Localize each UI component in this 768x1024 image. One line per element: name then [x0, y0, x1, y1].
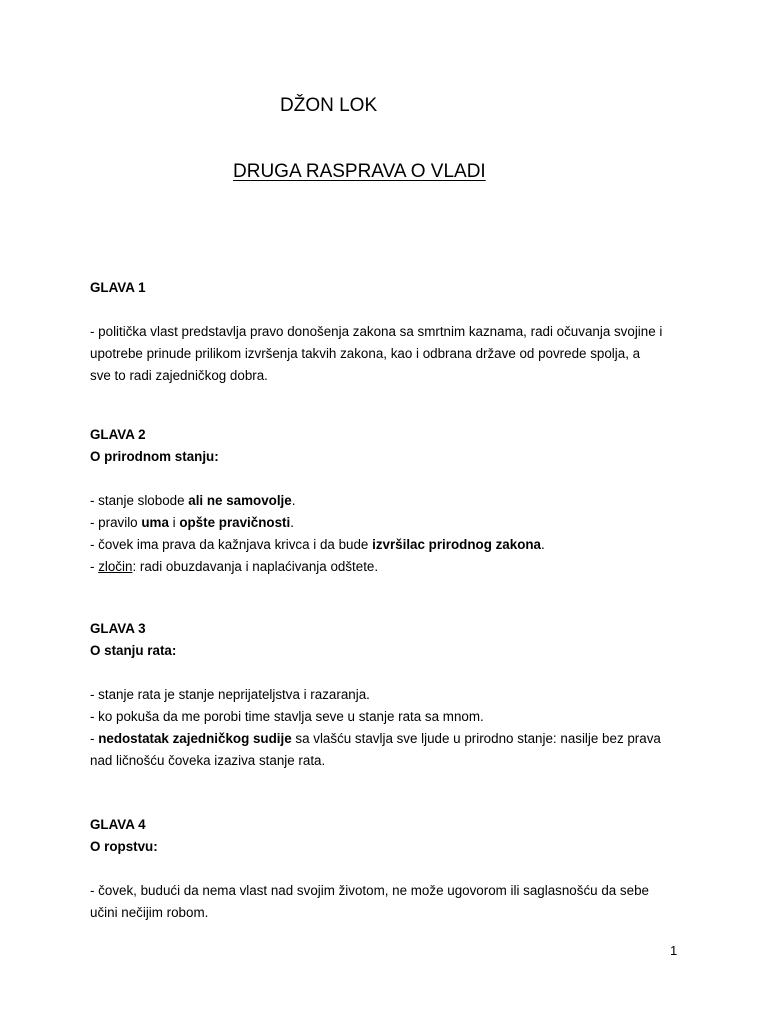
- list-item: - zločin: radi obuzdavanja i naplaćivanja odštete.: [90, 559, 379, 574]
- paragraph-line: učini nečijim robom.: [90, 905, 209, 920]
- list-item: - stanje rata je stanje neprijateljstva i razaranja.: [90, 687, 370, 702]
- section-heading: GLAVA 4: [90, 817, 146, 832]
- list-item: - nedostatak zajedničkog sudije sa vlašću stavlja sve ljude u prirodno stanje: nasilje bez prava: [90, 731, 661, 746]
- section-subheading: O prirodnom stanju:: [90, 449, 219, 464]
- document-author: DŽON LOK: [280, 95, 378, 116]
- section-glava-1: [90, 277, 690, 387]
- list-item: - pravilo uma i opšte pravičnosti.: [90, 515, 294, 530]
- section-subheading: O ropstvu:: [90, 839, 158, 854]
- paragraph-line: - politička vlast predstavlja pravo donošenja zakona sa smrtnim kaznama, radi očuvanja svojine i: [90, 324, 663, 339]
- section-heading: GLAVA 2: [90, 427, 146, 442]
- paragraph-line: - čovek, budući da nema vlast nad svojim životom, ne može ugovorom ili saglasnošću da sebe: [90, 883, 649, 898]
- paragraph-line: sve to radi zajedničkog dobra.: [90, 368, 268, 383]
- list-item: - čovek ima prava da kažnjava krivca i da bude izvršilac prirodnog zakona.: [90, 537, 545, 552]
- paragraph-line: upotrebe prinude prilikom izvršenja takvih zakona, kao i odbrana države od povrede spolja, a: [90, 346, 641, 361]
- section-subheading: O stanju rata:: [90, 643, 177, 658]
- page-number: 1: [670, 943, 678, 958]
- list-item: - ko pokuša da me porobi time stavlja seve u stanje rata sa mnom.: [90, 709, 484, 724]
- section-glava-3: [90, 618, 690, 772]
- section-heading: GLAVA 1: [90, 280, 146, 295]
- list-item-continuation: nad ličnošću čoveka izaziva stanje rata.: [90, 753, 326, 768]
- list-item: - stanje slobode ali ne samovolje.: [90, 493, 296, 508]
- section-glava-2: [90, 424, 690, 578]
- section-glava-4: [90, 814, 690, 924]
- document-title: DRUGA RASPRAVA O VLADI: [233, 161, 486, 182]
- section-heading: GLAVA 3: [90, 621, 146, 636]
